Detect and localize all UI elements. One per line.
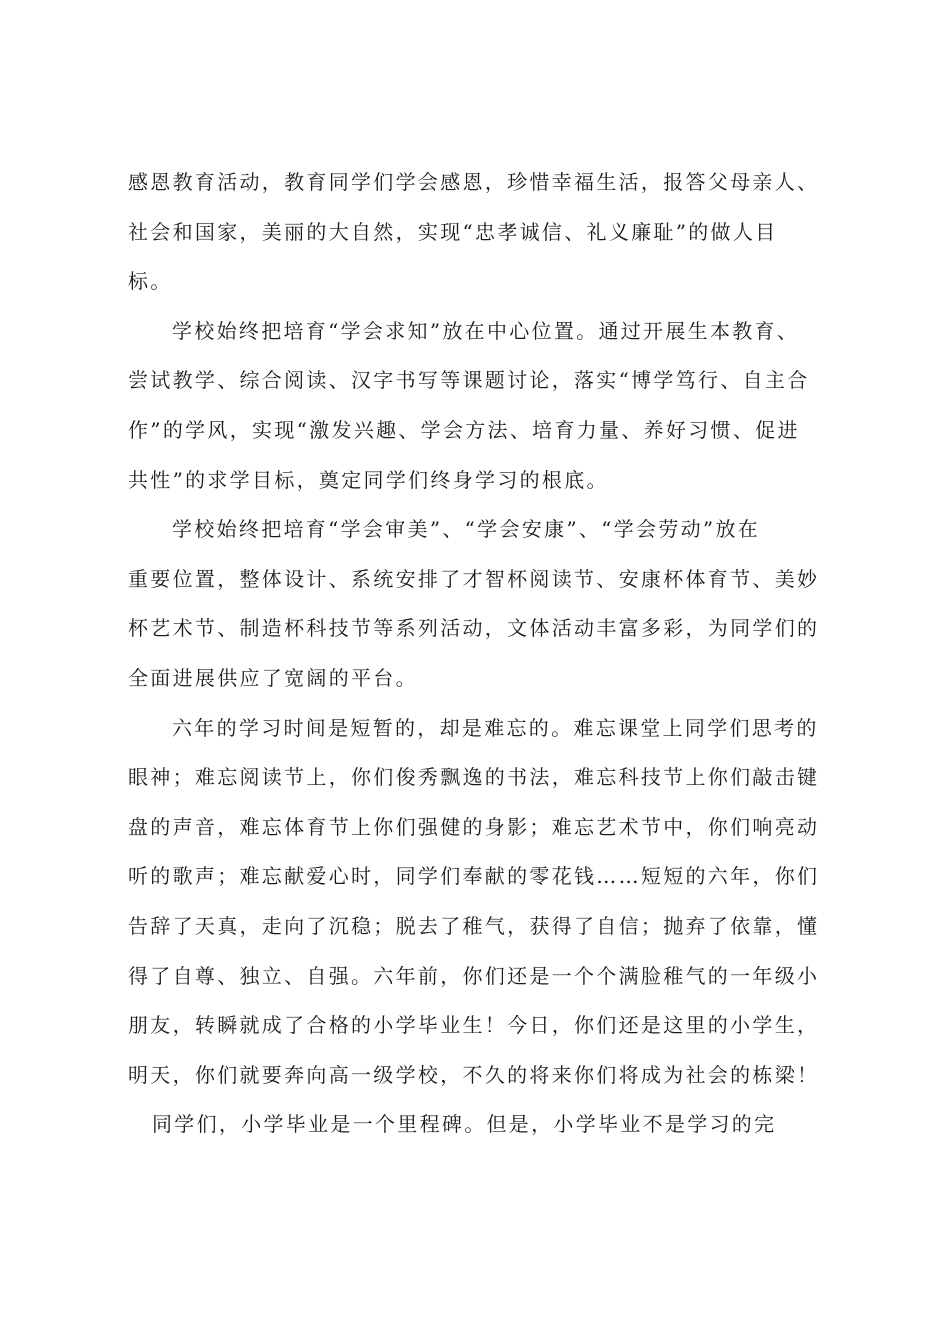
text-line: 作”的学风，实现“激发兴趣、学会方法、培育力量、养好习惯、促进 <box>128 417 800 442</box>
text-line: 眼神；难忘阅读节上，你们俊秀飘逸的书法，难忘科技节上你们敲击键 <box>128 765 820 790</box>
text-line: 听的歌声；难忘献爱心时，同学们奉献的零花钱……短短的六年，你们 <box>128 864 820 889</box>
text-line: 尝试教学、综合阅读、汉字书写等课题讨论，落实“博学笃行、自主合 <box>128 368 810 393</box>
text-line: 六年的学习时间是短暂的，却是难忘的。难忘课堂上同学们思考的 <box>172 715 819 740</box>
paragraph-learning-knowledge <box>128 307 828 505</box>
paragraph-gratitude-education <box>128 158 828 307</box>
text-line: 重要位置，整体设计、系统安排了才智杯阅读节、安康杯体育节、美妙 <box>128 566 820 591</box>
paragraph-six-years <box>128 704 828 1101</box>
text-line: 标。 <box>128 269 173 294</box>
text-line: 学校始终把培育“学会审美”、“学会安康”、“学会劳动”放在 <box>172 517 761 542</box>
text-line: 全面进展供应了宽阔的平台。 <box>128 665 418 690</box>
text-line: 明天，你们就要奔向高一级学校，不久的将来你们将成为社会的栋梁！ <box>128 1062 820 1087</box>
text-line: 杯艺术节、制造杯科技节等系列活动，文体活动丰富多彩，为同学们的 <box>128 616 820 641</box>
paragraph-aesthetics-health-labor <box>128 505 828 703</box>
text-line: 朋友，转瞬就成了合格的小学毕业生！今日，你们还是这里的小学生， <box>128 1013 820 1038</box>
paragraph-milestone <box>128 1100 828 1150</box>
text-line: 学校始终把培育“学会求知”放在中心位置。通过开展生本教育、 <box>172 318 800 343</box>
text-line: 感恩教育活动，教育同学们学会感恩，珍惜幸福生活，报答父母亲人、 <box>128 170 820 194</box>
document-body <box>128 158 828 1150</box>
text-line: 得了自尊、独立、自强。六年前，你们还是一个个满脸稚气的一年级小 <box>128 963 820 988</box>
text-line: 共性”的求学目标，奠定同学们终身学习的根底。 <box>128 467 609 492</box>
text-line: 盘的声音，难忘体育节上你们强健的身影；难忘艺术节中，你们响亮动 <box>128 814 820 839</box>
text-line: 告辞了天真，走向了沉稳；脱去了稚气，获得了自信；抛弃了依靠，懂 <box>128 913 820 938</box>
text-line: 同学们，小学毕业是一个里程碑。但是，小学毕业不是学习的完 <box>152 1112 777 1137</box>
text-line: 社会和国家，美丽的大自然，实现“忠孝诚信、礼义廉耻”的做人目 <box>128 219 778 244</box>
